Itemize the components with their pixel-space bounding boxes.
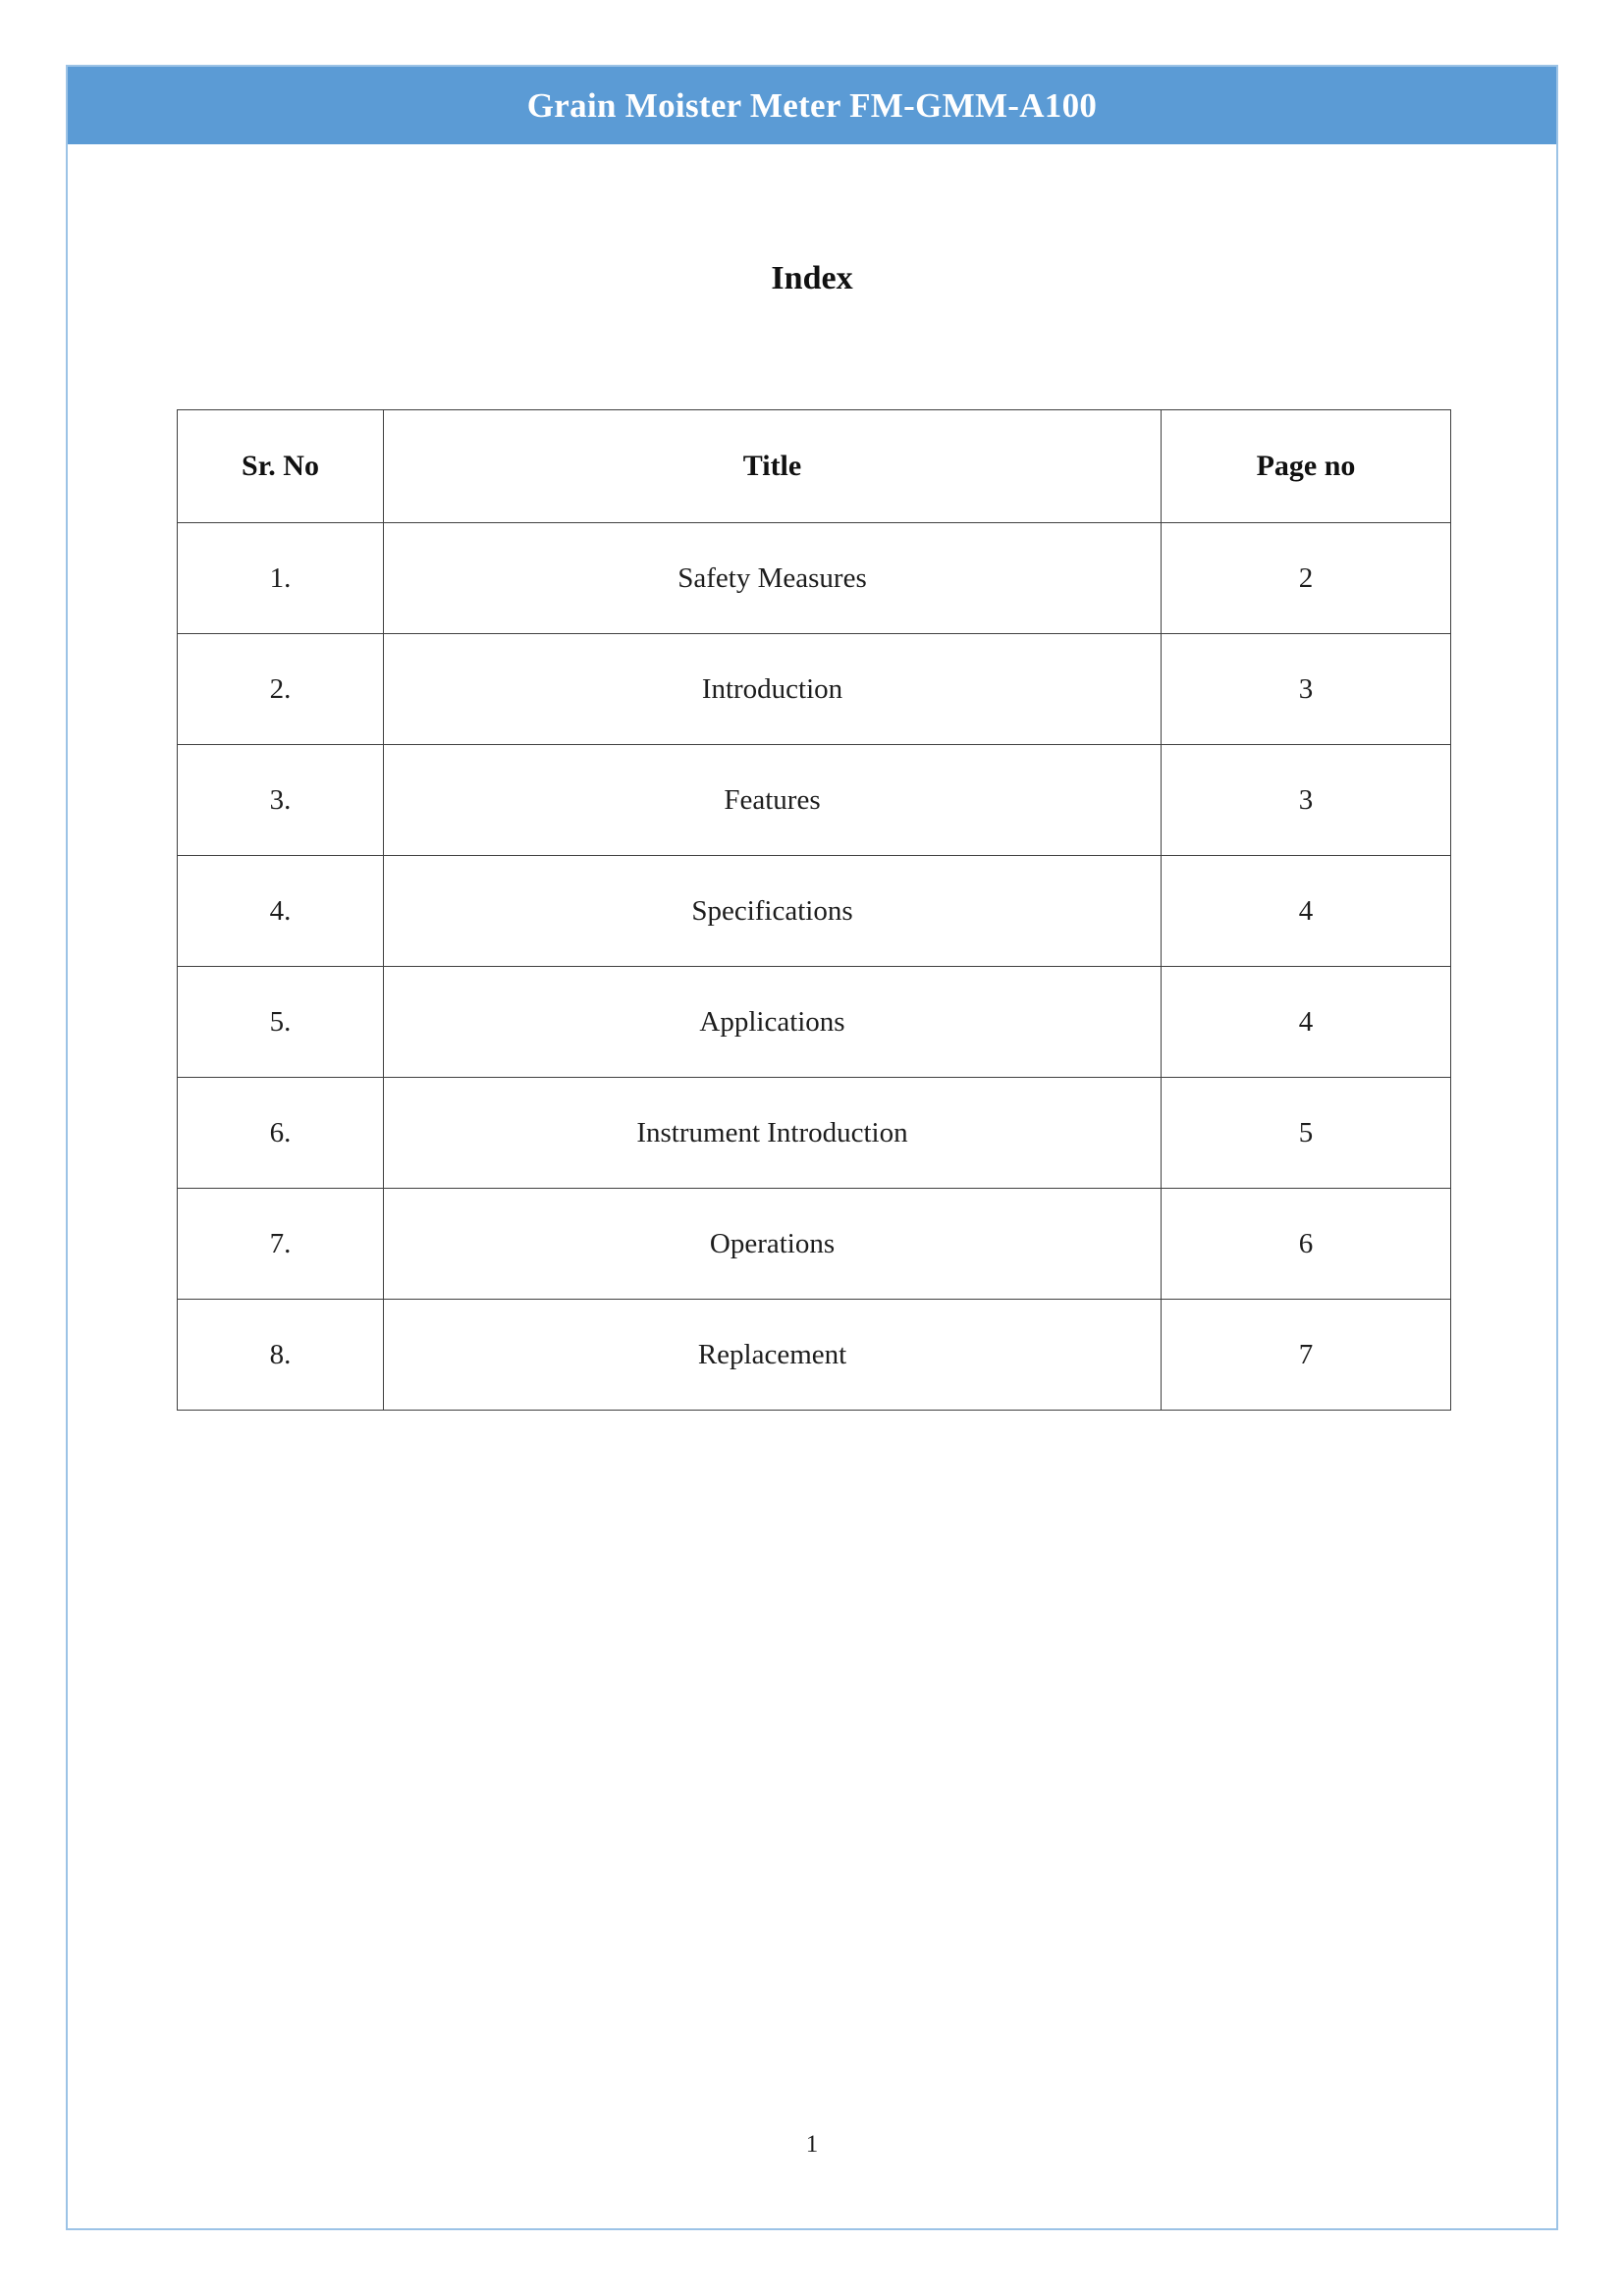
cell-sr-no: 4. [178,856,384,967]
cell-title: Features [384,745,1162,856]
cell-page-no: 4 [1162,967,1451,1078]
cell-page-no: 2 [1162,523,1451,634]
cell-page-no: 4 [1162,856,1451,967]
col-header-sr-no: Sr. No [178,410,384,523]
cell-title: Applications [384,967,1162,1078]
cell-page-no: 3 [1162,745,1451,856]
table-row [178,856,1451,967]
cell-sr-no: 1. [178,523,384,634]
table-row [178,523,1451,634]
cell-sr-no: 5. [178,967,384,1078]
cell-title: Introduction [384,634,1162,745]
cell-page-no: 7 [1162,1300,1451,1411]
cell-sr-no: 3. [178,745,384,856]
cell-title: Instrument Introduction [384,1078,1162,1189]
document-page-frame [66,65,1558,2230]
cell-sr-no: 7. [178,1189,384,1300]
cell-title: Operations [384,1189,1162,1300]
table-row [178,745,1451,856]
document-title: Grain Moister Meter FM-GMM-A100 [526,85,1098,125]
cell-sr-no: 6. [178,1078,384,1189]
cell-page-no: 5 [1162,1078,1451,1189]
table-row [178,1300,1451,1411]
page-number: 1 [805,2131,819,2158]
index-heading: Index [771,260,853,296]
cell-page-no: 6 [1162,1189,1451,1300]
cell-sr-no: 2. [178,634,384,745]
cell-title: Safety Measures [384,523,1162,634]
cell-title: Specifications [384,856,1162,967]
document-header-bar [68,67,1556,144]
table-header-row [178,410,1451,523]
table-row [178,967,1451,1078]
table-row [178,1078,1451,1189]
col-header-title: Title [384,410,1162,523]
index-table [177,409,1451,1411]
table-row [178,634,1451,745]
cell-page-no: 3 [1162,634,1451,745]
col-header-page-no: Page no [1162,410,1451,523]
cell-sr-no: 8. [178,1300,384,1411]
table-row [178,1189,1451,1300]
cell-title: Replacement [384,1300,1162,1411]
